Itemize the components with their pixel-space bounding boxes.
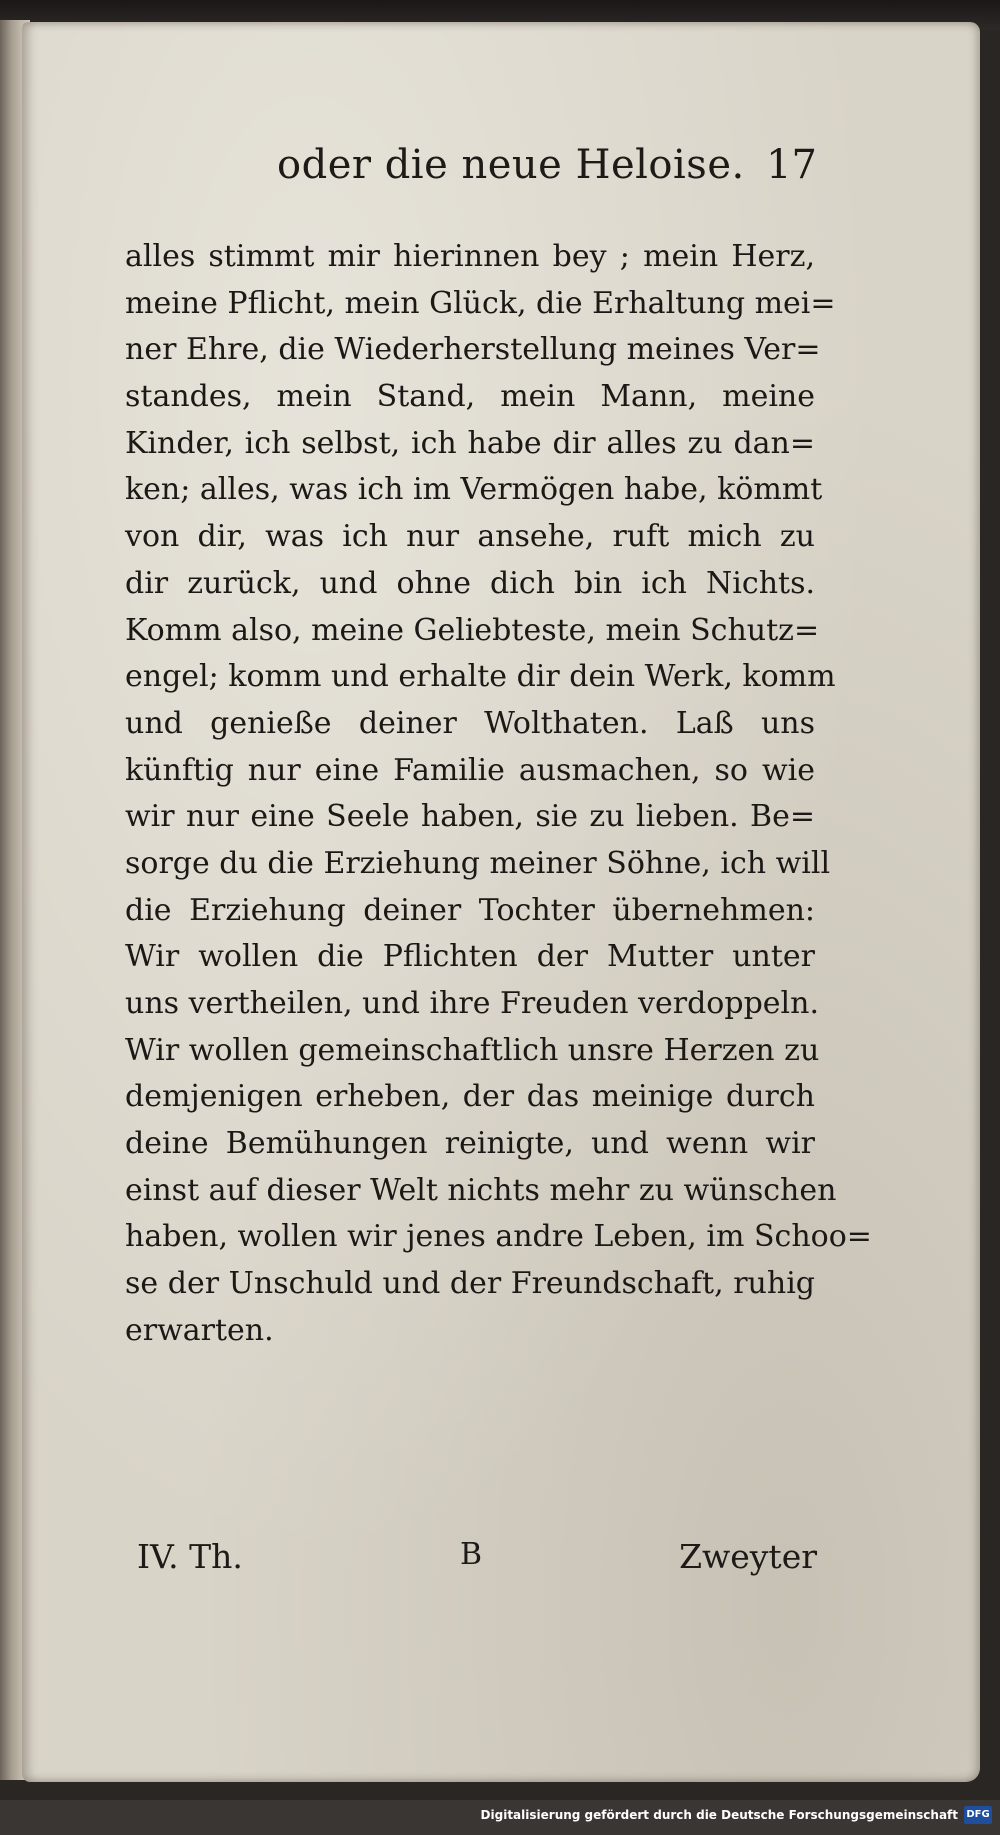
digitization-credit: Digitalisierung gefördert durch die Deutsche Forschungsgemeinschaft xyxy=(480,1808,958,1822)
digitization-banner xyxy=(0,1800,1000,1835)
text-line: ken; alles, was ich im Vermögen habe, kömmt xyxy=(125,472,823,508)
text-line: deine Bemühungen reinigte, und wenn wir xyxy=(125,1126,815,1162)
page-number: 17 xyxy=(766,142,817,188)
text-line: Kinder, ich selbst, ich habe dir alles zu dan= xyxy=(125,425,815,461)
text-line: Wir wollen gemeinschaftlich unsre Herzen zu xyxy=(125,1032,820,1068)
text-line: erwarten. xyxy=(125,1312,274,1348)
text-line: uns vertheilen, und ihre Freuden verdoppeln. xyxy=(125,986,819,1021)
text-line: alles stimmt mir hierinnen bey ; mein Herz, xyxy=(125,239,815,274)
text-line: Wir wollen die Pflichten der Mutter unter xyxy=(125,939,815,975)
catchword: Zweyter xyxy=(679,1537,817,1576)
text-line: se der Unschuld und der Freundschaft, ruhig xyxy=(125,1266,815,1302)
text-line: sorge du die Erziehung meiner Söhne, ich will xyxy=(125,845,831,881)
text-line: engel; komm und erhalte dir dein Werk, komm xyxy=(125,659,836,695)
book-page xyxy=(22,22,980,1782)
text-line: einst auf dieser Welt nichts mehr zu wünschen xyxy=(125,1172,837,1208)
text-line: standes, mein Stand, mein Mann, meine xyxy=(125,379,815,415)
text-line: wir nur eine Seele haben, sie zu lieben. Be= xyxy=(125,799,815,835)
text-line: die Erziehung deiner Tochter übernehmen: xyxy=(125,892,815,928)
body-text xyxy=(125,234,872,1355)
text-line: künftig nur eine Familie ausmachen, so wie xyxy=(125,752,815,788)
text-line: haben, wollen wir jenes andre Leben, im Schoo= xyxy=(125,1219,872,1255)
dfg-logo-icon: DFG xyxy=(964,1806,992,1824)
text-line: von dir, was ich nur ansehe, ruft mich zu xyxy=(125,519,815,555)
text-line: dir zurück, und ohne dich bin ich Nichts. xyxy=(125,565,815,601)
page-header xyxy=(277,142,817,202)
text-line: demjenigen erheben, der das meinige durch xyxy=(125,1079,815,1115)
text-line: Komm also, meine Geliebteste, mein Schutz= xyxy=(125,612,820,648)
page-footer xyxy=(137,1537,817,1587)
running-title: oder die neue Heloise. xyxy=(277,142,745,188)
text-line: ner Ehre, die Wiederherstellung meines Ver= xyxy=(125,332,821,368)
text-line: und genieße deiner Wolthaten. Laß uns xyxy=(125,705,815,741)
text-line: meine Pflicht, mein Glück, die Erhaltung mei= xyxy=(125,285,836,321)
signature-mark: B xyxy=(460,1537,483,1572)
volume-mark: IV. Th. xyxy=(137,1537,243,1576)
